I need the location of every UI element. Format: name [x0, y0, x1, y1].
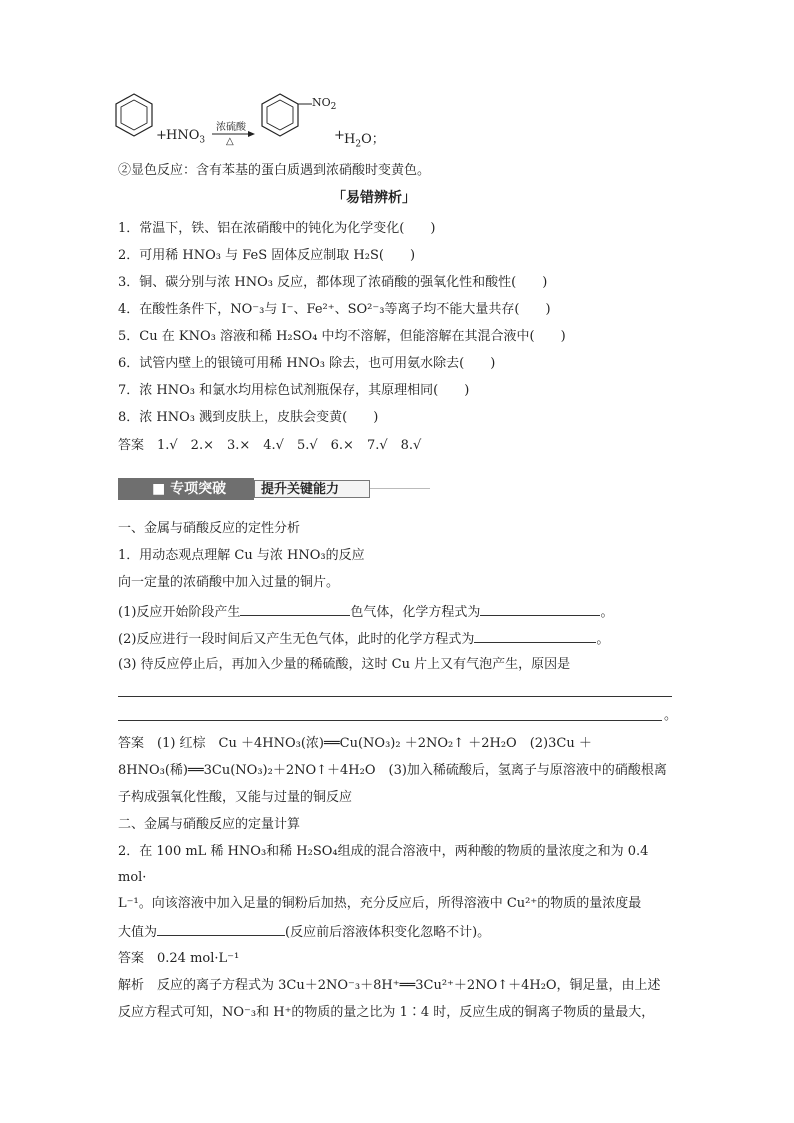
- nitro-group: $NO_2$: [312, 96, 337, 113]
- q2-line-4: 大值为 (反应前后溶液体积变化忽略不计)。: [118, 922, 490, 942]
- q1-title: 1．用动态观点理解 Cu 与浓 HNO₃的反应: [118, 548, 365, 563]
- judge-item-6: 6．试管内壁上的银镜可用稀 HNO₃ 除去，也可用氨水除去( ): [118, 356, 496, 371]
- q2-analysis-line-2: 反应方程式可知，NO⁻₃和 H⁺的物质的量之比为 1∶4 时，反应生成的铜离子物质的量最大，: [118, 1005, 655, 1020]
- answer-line-2[interactable]: [118, 720, 662, 721]
- q2-line-2: mol·: [118, 870, 147, 885]
- judge-item-2: 2．可用稀 HNO₃ 与 FeS 固体反应制取 H₂S( ): [118, 248, 416, 263]
- q1-answer-line-1: 答案 (1) 红棕 Cu ＋4HNO₃(浓)══Cu(NO₃)₂ ＋2NO₂↑ ＋2H₂O (2)3Cu ＋: [118, 736, 592, 751]
- q2-analysis-line-1: 解析 反应的离子方程式为 3Cu＋2NO⁻₃＋8H⁺══3Cu²⁺＋2NO↑＋4H₂O，铜足量，由上述: [118, 978, 661, 993]
- q1-intro: 向一定量的浓硝酸中加入过量的铜片。: [118, 575, 340, 590]
- nitration-equation: [112, 92, 412, 154]
- answer-line-1[interactable]: [118, 696, 672, 697]
- banner-divider: [370, 488, 430, 489]
- catalyst-label: 浓硫酸: [216, 122, 246, 133]
- heat-symbol: △: [226, 136, 234, 147]
- blank-equation-1[interactable]: [480, 602, 600, 616]
- judge-item-8: 8．浓 HNO₃ 溅到皮肤上，皮肤会变黄( ): [118, 410, 379, 425]
- banner-right-label: 提升关键能力: [254, 480, 370, 498]
- q1-part-a: (1)反应开始阶段产生 色气体，化学方程式为 。: [118, 602, 613, 622]
- blank-gas-color[interactable]: [240, 602, 350, 616]
- judge-item-4: 4．在酸性条件下，NO⁻₃与 I⁻、Fe²⁺、SO²⁻₃等离子均不能大量共存( ): [118, 302, 551, 317]
- judge-item-3: 3．铜、碳分别与浓 HNO₃ 反应，都体现了浓硝酸的强氧化性和酸性( ): [118, 275, 548, 290]
- judge-item-7: 7．浓 HNO₃ 和氯水均用棕色试剂瓶保存，其原理相同( ): [118, 383, 470, 398]
- plus-sign: +: [156, 128, 167, 143]
- section-tag: 「易错辨析」: [332, 190, 416, 206]
- section-banner: [118, 478, 430, 500]
- judge-answer: 答案 1.√ 2.× 3.× 4.√ 5.√ 6.× 7.√ 8.√: [118, 438, 422, 453]
- q2-line-3: L⁻¹。向该溶液中加入足量的铜粉后加热，充分反应后，所得溶液中 Cu²⁺的物质的量浓度最: [118, 896, 642, 911]
- q1-part-c: (3) 待反应停止后，再加入少量的稀硫酸，这时 Cu 片上又有气泡产生，原因是: [118, 657, 571, 672]
- color-reaction-text: ②显色反应：含有苯基的蛋白质遇到浓硝酸时变黄色。: [118, 163, 431, 178]
- q2-answer: 答案 0.24 mol·L⁻¹: [118, 951, 240, 966]
- water-formula: $H_2O$；: [344, 132, 385, 150]
- part1-heading: 一、金属与硝酸反应的定性分析: [118, 521, 301, 536]
- part2-heading: 二、金属与硝酸反应的定量计算: [118, 817, 301, 832]
- judge-item-5: 5．Cu 在 KNO₃ 溶液和稀 H₂SO₄ 中均不溶解，但能溶解在其混合液中( ): [118, 329, 566, 344]
- q1-answer-line-2: 8HNO₃(稀)══3Cu(NO₃)₂＋2NO↑＋4H₂O (3)加入稀硫酸后，氢离子与原溶液中的硝酸根离: [118, 763, 667, 778]
- blank-max-concentration[interactable]: [157, 922, 285, 936]
- judge-item-1: 1．常温下，铁、铝在浓硝酸中的钝化为化学变化( ): [118, 221, 436, 236]
- blank-equation-2[interactable]: [474, 629, 596, 643]
- q1-c-period: 。: [664, 708, 678, 723]
- banner-left-label: ■ 专项突破: [118, 478, 254, 500]
- plus-sign-2: +: [334, 128, 345, 143]
- q1-part-b: (2)反应进行一段时间后又产生无色气体，此时的化学方程式为 。: [118, 629, 609, 649]
- reagent-formula: $HNO_3$: [166, 128, 206, 146]
- q2-line-1: 2．在 100 mL 稀 HNO₃和稀 H₂SO₄组成的混合溶液中，两种酸的物质的量浓度之和为 0.4: [118, 844, 649, 859]
- q1-answer-line-3: 子构成强氧化性酸，又能与过量的铜反应: [118, 790, 353, 805]
